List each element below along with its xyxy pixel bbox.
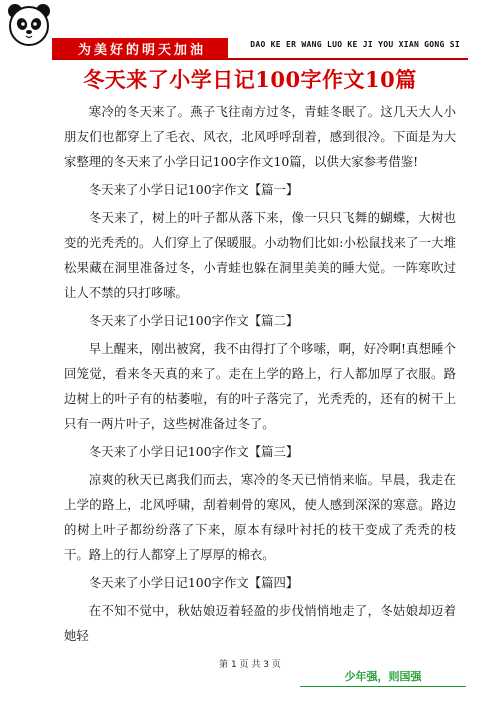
- header-divider: [52, 58, 468, 60]
- article-body: [64, 99, 456, 651]
- section-heading: 冬天来了小学日记100字作文【篇四】: [88, 575, 299, 590]
- body-paragraph: 在不知不觉中，秋姑娘迈着轻盈的步伐悄悄地走了，冬姑娘却迈着她轻: [64, 603, 456, 643]
- page-title: 冬天来了小学日记100字作文10篇: [83, 67, 417, 92]
- footer-divider: [300, 686, 466, 687]
- page-number: 第 1 页 共 3 页: [219, 660, 281, 670]
- intro-paragraph: 寒冷的冬天来了。燕子飞往南方过冬，青蛙冬眠了。这几天大人小朋友们也都穿上了毛衣、风衣，北风呼呼刮着，感到很冷。下面是为大家整理的冬天来了小学日记100字作文10篇，以供大家参考借鉴!: [64, 104, 456, 169]
- body-paragraph: 冬天来了，树上的叶子都从落下来，像一只只飞舞的蝴蝶，大树也变的光秃秃的。人们穿上了保暖服。小动物们比如:小松鼠找来了一大堆松果藏在洞里准备过冬，小青蛙也躲在洞里美美的睡大觉。一阵寒吹过让人不禁的只打哆嗦。: [64, 210, 456, 300]
- company-pinyin: DAO KE ER WANG LUO KE JI YOU XIAN GONG SI: [250, 40, 460, 49]
- body-paragraph: 凉爽的秋天已离我们而去，寒冷的冬天已悄悄来临。早晨，我走在上学的路上，北风呼啸，刮着刺骨的寒风，使人感到深深的寒意。路边的树上叶子都纷纷落了下来，原本有绿叶衬托的枝干变成了秃秃的枝干。路上的行人都穿上了厚厚的棉衣。: [64, 472, 456, 562]
- body-paragraph: 早上醒来，刚出被窝，我不由得打了个哆嗦，啊，好冷啊!真想睡个回笼觉，看来冬天真的来了。走在上学的路上，行人都加厚了衣服。路边树上的叶子有的枯萎啦，有的叶子落完了，光秃秃的，还有的树干上只有一两片叶子，这些树准备过冬了。: [64, 341, 456, 431]
- page-header: [0, 0, 500, 64]
- footer-motto: 少年强，则国强: [344, 670, 422, 683]
- panda-icon: [6, 2, 52, 48]
- section-heading: 冬天来了小学日记100字作文【篇一】: [88, 182, 299, 197]
- slogan-banner: 为美好的明天加油: [52, 38, 228, 58]
- section-heading: 冬天来了小学日记100字作文【篇三】: [88, 444, 299, 459]
- section-heading: 冬天来了小学日记100字作文【篇二】: [88, 313, 299, 328]
